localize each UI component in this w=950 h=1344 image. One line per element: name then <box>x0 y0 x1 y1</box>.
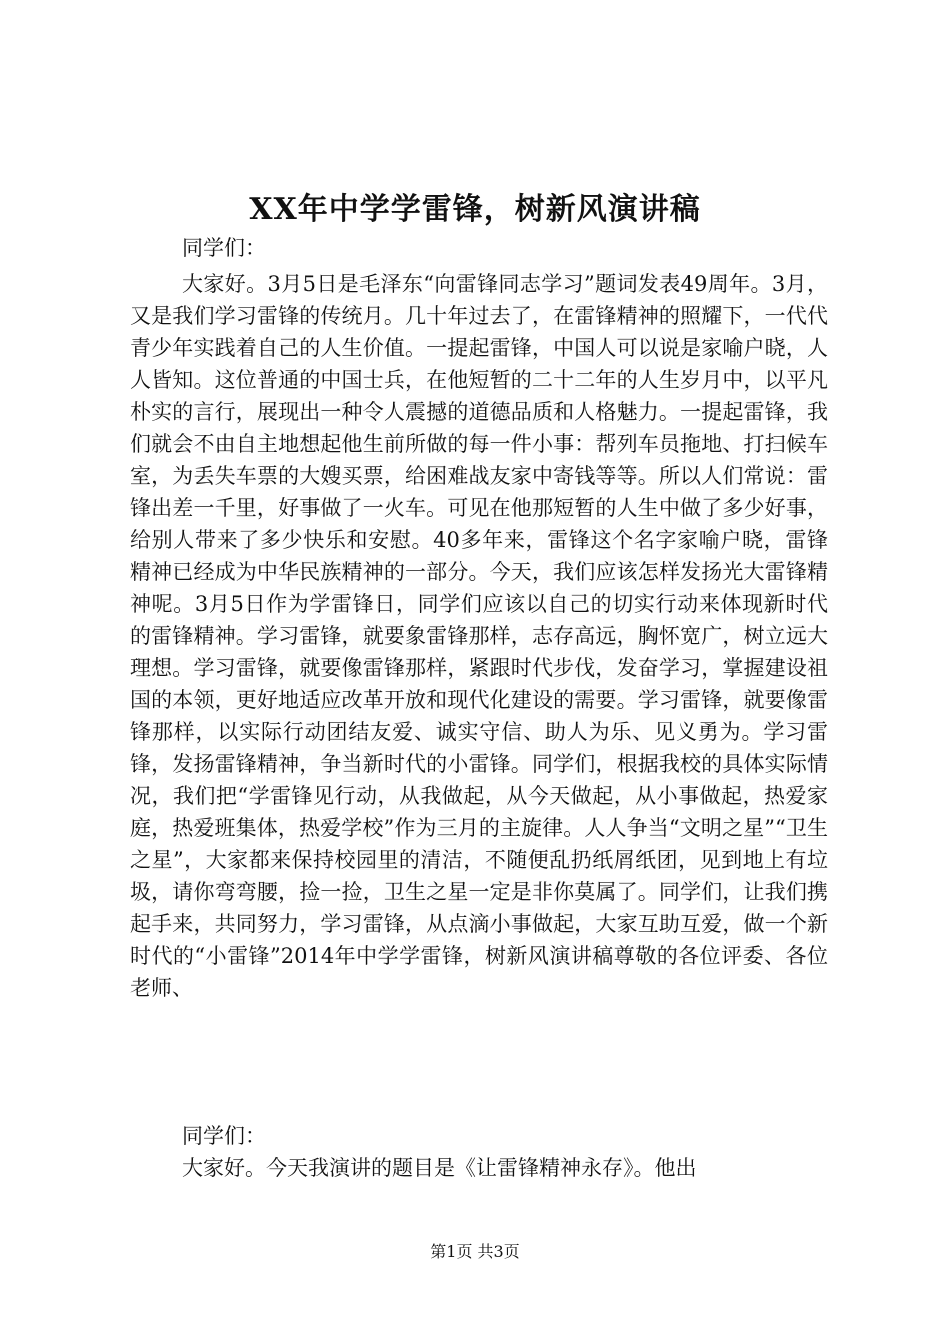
document-title: XX年中学学雷锋，树新风演讲稿 <box>249 192 701 227</box>
page-number-footer: 第1页 共3页 <box>430 1242 520 1261</box>
body-paragraph-first: 大家好。3月5日是毛泽东“向雷锋同志学习”题词发表49周年。3月，又是我们学习雷锋的传统月。几十年过去了，在雷锋精神的照耀下，一代代青少年实践着自己的人生价值。一提起雷锋，中国人可以说是家喻户晓，人人皆知。这位普通的中国士兵，在他短暂的二十二年的人生岁月中，以平凡朴实的言行，展现出一种令人震撼的道德品质和人格魅力。一提起雷锋，我们就会不由自主地想起他生前所做的每一件小事：帮列车员拖地、打扫候车室，为丢失车票的大嫂买票，给困难战友家中寄钱等等。所以人们常说：雷锋出差一千里，好事做了一火车。可见在他那短暂的人生中做了多少好事，给别人带来了多少快乐和安慰。40多年来，雷锋这个名字家喻户晓，雷锋精神已经成为中华民族精神的一部分。今天，我们应该怎样发扬光大雷锋精神呢。3月5日作为学雷锋日，同学们应该以自己的切实行动来体现新时代的雷锋精神。学习雷锋，就要象雷锋那样，志存高远，胸怀宽广，树立远大理想。学习雷锋，就要像雷锋那样，紧跟时代步伐，发奋学习，掌握建设祖国的本领，更好地适应改革开放和现代化建设的需要。学习雷锋，就要像雷锋那样，以实际行动团结友爱、诚实守信、助人为乐、见义勇为。学习雷锋，发扬雷锋精神，争当新时代的小雷锋。同学们，根据我校的具体实际情况，我们把“学雷锋见行动，从我做起，从今天做起，从小事做起，热爱家庭，热爱班集体，热爱学校”作为三月的主旋律。人人争当“文明之星”“卫生之星”，大家都来保持校园里的清洁，不随便乱扔纸屑纸团，见到地上有垃圾，请你弯弯腰，捡一捡，卫生之星一定是非你莫属了。同学们，让我们携起手来，共同努力，学习雷锋，从点滴小事做起，大家互助互爱，做一个新时代的“小雷锋”2014年中学学雷锋，树新风演讲稿尊敬的各位评委、各位老师、 <box>130 272 828 1000</box>
body-paragraph-second: 大家好。今天我演讲的题目是《让雷锋精神永存》。他出 <box>182 1156 697 1180</box>
salutation-first: 同学们： <box>182 236 266 260</box>
salutation-second: 同学们： <box>182 1124 266 1148</box>
